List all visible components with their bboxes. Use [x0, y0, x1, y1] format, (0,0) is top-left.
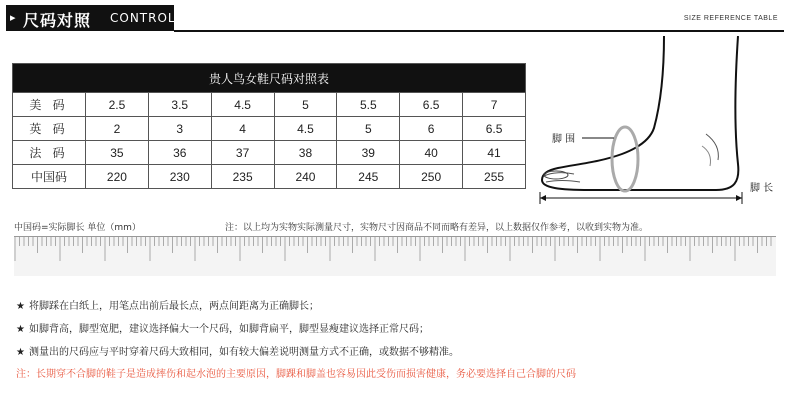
- table-cell: 4.5: [211, 93, 274, 117]
- table-title-row: [13, 64, 526, 93]
- table-cell: 5: [274, 93, 337, 117]
- header-divider: [174, 30, 784, 32]
- table-cell: 2: [86, 117, 149, 141]
- note-item: [16, 343, 459, 358]
- table-cell: 37: [211, 141, 274, 165]
- table-cell: 3.5: [148, 93, 211, 117]
- header-right-label: SIZE REFERENCE TABLE: [683, 15, 778, 22]
- table-cell: 250: [400, 165, 463, 189]
- table-cell: 240: [274, 165, 337, 189]
- table-row-eu: [13, 141, 526, 165]
- row-label: 英 码: [13, 117, 86, 141]
- star-icon: ★: [16, 301, 25, 312]
- table-cell: 255: [463, 165, 526, 189]
- table-cell: 230: [148, 165, 211, 189]
- girth-ellipse: [612, 127, 638, 191]
- size-table: [12, 63, 526, 189]
- table-cell: 2.5: [86, 93, 149, 117]
- table-cell: 38: [274, 141, 337, 165]
- note-item: [16, 297, 319, 312]
- table-cell: 235: [211, 165, 274, 189]
- arrow-icon: ▸: [10, 11, 16, 24]
- note-text: 将脚踩在白纸上，用笔点出前后最长点，两点间距离为正确脚长；: [28, 301, 319, 312]
- row-label: 美 码: [13, 93, 86, 117]
- header-tab: [6, 5, 174, 31]
- foot-illustration: [530, 36, 786, 208]
- table-cell: 245: [337, 165, 400, 189]
- row-label: 中国码: [13, 165, 86, 189]
- table-row-us: [13, 93, 526, 117]
- table-cell: 6: [400, 117, 463, 141]
- table-cell: 3: [148, 117, 211, 141]
- star-icon: ★: [16, 324, 25, 335]
- table-row-cn: [13, 165, 526, 189]
- foot-outline: [542, 36, 738, 190]
- table-cell: 4.5: [274, 117, 337, 141]
- ruler: [14, 236, 776, 276]
- section-header: [0, 0, 790, 34]
- table-cell: 6.5: [463, 117, 526, 141]
- table-cell: 41: [463, 141, 526, 165]
- table-cell: 220: [86, 165, 149, 189]
- measurement-remark: 注：以上均为实物实际测量尺寸，实物尺寸因商品不同而略有差异，以上数据仅作参考，以收到实物为准。: [225, 223, 649, 233]
- unit-note: 中国码=实际脚长 单位（mm）: [14, 223, 141, 233]
- warning-text: 注：长期穿不合脚的鞋子是造成摔伤和起水泡的主要原因，脚踝和脚盖也容易因此受伤而损害健康，务必要选择自己合脚的尺码: [16, 369, 576, 380]
- length-label: 脚 长: [750, 183, 774, 194]
- header-subtitle: CONTROL: [110, 11, 176, 25]
- table-cell: 40: [400, 141, 463, 165]
- table-row-uk: [13, 117, 526, 141]
- table-cell: 35: [86, 141, 149, 165]
- table-cell: 5: [337, 117, 400, 141]
- table-title: 贵人鸟女鞋尺码对照表: [13, 64, 526, 93]
- table-cell: 36: [148, 141, 211, 165]
- row-label: 法 码: [13, 141, 86, 165]
- note-text: 测量出的尺码应与平时穿着尺码大致相同，如有较大偏差说明测量方式不正确，或数据不够精准。: [28, 347, 459, 358]
- table-cell: 6.5: [400, 93, 463, 117]
- star-icon: ★: [16, 347, 25, 358]
- note-item: [16, 320, 429, 335]
- note-text: 如脚背高，脚型宽肥，建议选择偏大一个尺码，如脚背扁平，脚型显瘦建议选择正常尺码；: [28, 324, 429, 335]
- girth-label: 脚 围: [552, 134, 576, 145]
- table-cell: 7: [463, 93, 526, 117]
- table-cell: 39: [337, 141, 400, 165]
- header-title: 尺码对照: [23, 11, 92, 30]
- table-cell: 5.5: [337, 93, 400, 117]
- table-cell: 4: [211, 117, 274, 141]
